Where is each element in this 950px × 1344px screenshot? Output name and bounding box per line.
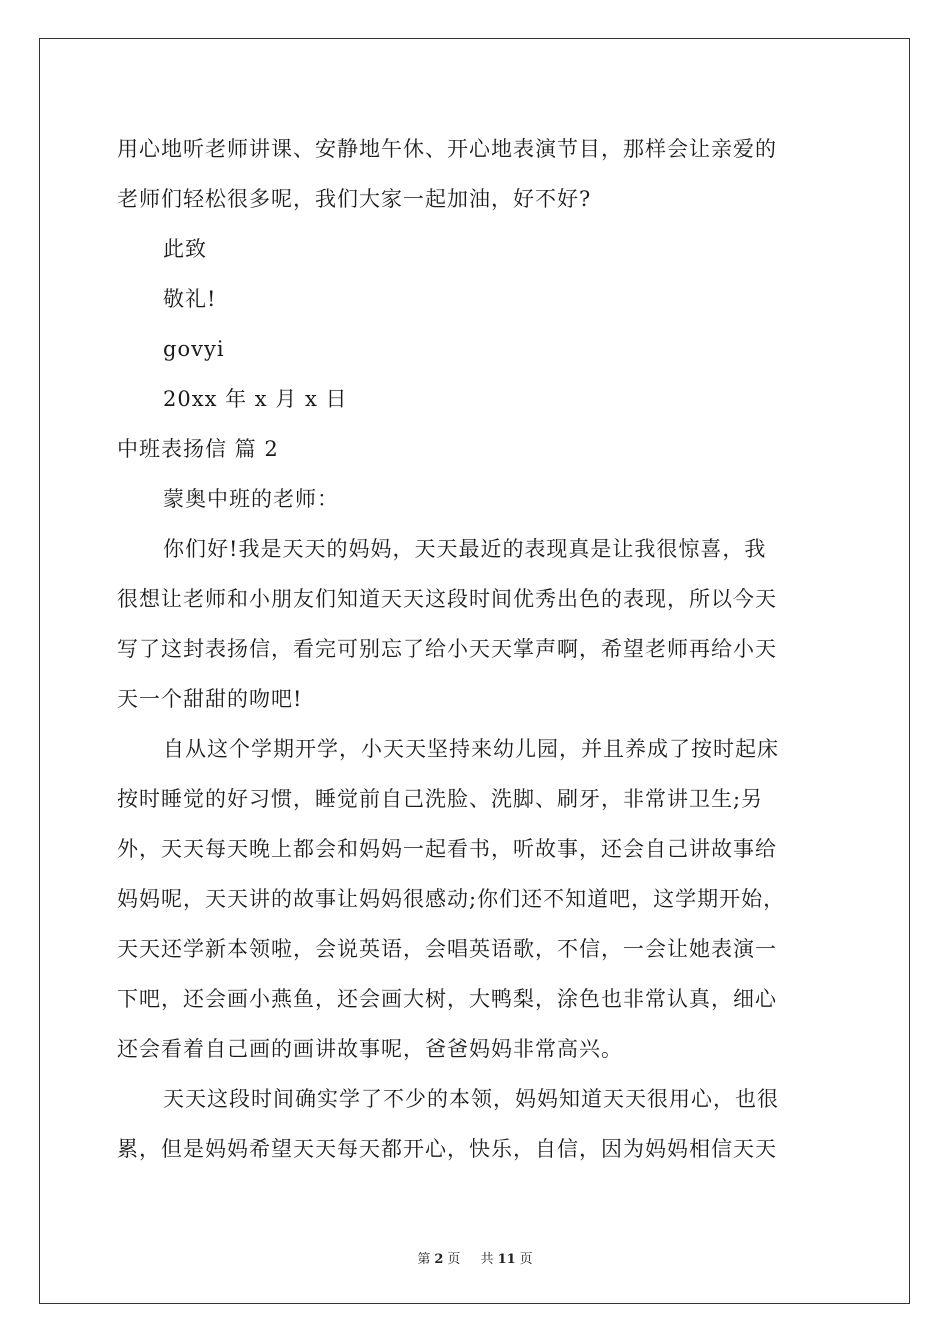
text-line: 天天这段时间确实学了不少的本领，妈妈知道天天很用心，也很: [163, 1087, 779, 1111]
total-pages: 11: [497, 1252, 516, 1267]
text-line: 你们好!我是天天的妈妈，天天最近的表现真是让我很惊喜，我: [163, 537, 767, 561]
text-line: 天一个甜甜的吻吧!: [117, 687, 303, 711]
page-suffix: 页: [447, 1252, 461, 1267]
text-line: 外，天天每天晚上都会和妈妈一起看书，听故事，还会自己讲故事给: [117, 837, 777, 861]
text-line: 天天还学新本领啦，会说英语，会唱英语歌，不信，一会让她表演一: [117, 937, 777, 961]
total-indicator: [477, 1252, 537, 1267]
text-line: 写了这封表扬信，看完可别忘了给小天天掌声啊，希望老师再给小天: [117, 637, 777, 661]
text-line: 老师们轻松很多呢，我们大家一起加油，好不好?: [117, 187, 592, 211]
text-line: 很想让老师和小朋友们知道天天这段时间优秀出色的表现，所以今天: [117, 587, 777, 611]
letter-greeting: 蒙奥中班的老师：: [163, 487, 339, 511]
salutation-line: 敬礼!: [163, 287, 217, 311]
text-line: 妈妈呢，天天讲的故事让妈妈很感动;你们还不知道吧，这学期开始，: [117, 887, 786, 911]
total-prefix: 共: [480, 1252, 494, 1267]
text-line: 自从这个学期开学，小天天坚持来幼儿园，并且养成了按时起床: [163, 737, 779, 761]
signature-name: govyi: [163, 337, 225, 361]
page-footer: [0, 1248, 950, 1267]
text-line: 累，但是妈妈希望天天每天都开心，快乐，自信，因为妈妈相信天天: [117, 1137, 777, 1161]
salutation-line: 此致: [163, 237, 207, 261]
page-indicator: [413, 1252, 464, 1267]
signature-date: 20xx 年 x 月 x 日: [163, 387, 348, 411]
text-line: 按时睡觉的好习惯，睡觉前自己洗脸、洗脚、刷牙，非常讲卫生;另: [117, 787, 764, 811]
section-heading: 中班表扬信 篇 2: [117, 437, 279, 461]
text-line: 用心地听老师讲课、安静地午休、开心地表演节目，那样会让亲爱的: [117, 137, 777, 161]
document-body: [117, 124, 837, 1174]
total-suffix: 页: [519, 1252, 533, 1267]
text-line: 下吧，还会画小燕鱼，还会画大树，大鸭梨，涂色也非常认真，细心: [117, 987, 777, 1011]
page-prefix: 第: [417, 1252, 431, 1267]
text-line: 还会看着自己画的画讲故事呢，爸爸妈妈非常高兴。: [117, 1037, 623, 1061]
page-number: 2: [434, 1252, 444, 1267]
